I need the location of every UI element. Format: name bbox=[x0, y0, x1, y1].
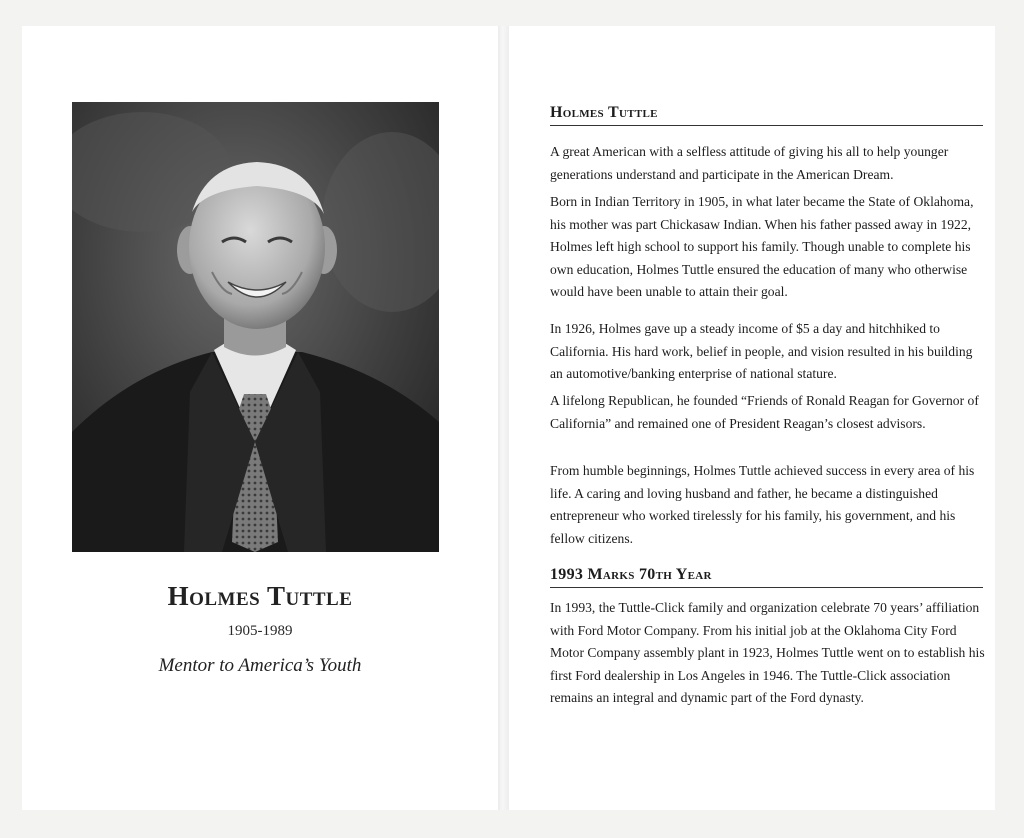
tagline: Mentor to America’s Youth bbox=[158, 655, 362, 676]
bio-paragraph: In 1926, Holmes gave up a steady income of $5 a day and hitchhiked to California. His hard work, belief in people, and vision resulted in his building an automotive/banking enterprise of national stature. bbox=[550, 321, 973, 381]
portrait-name: Holmes Tuttle bbox=[167, 581, 353, 611]
book-gutter bbox=[498, 26, 509, 810]
right-page bbox=[509, 26, 995, 810]
left-page bbox=[22, 26, 498, 810]
section-heading-anniversary: 1993 Marks 70th Year bbox=[550, 566, 983, 588]
portrait-photo bbox=[72, 102, 439, 552]
life-dates: 1905-1989 bbox=[227, 623, 293, 639]
section-heading-biography: Holmes Tuttle bbox=[550, 104, 983, 126]
bio-paragraph: A lifelong Republican, he founded “Friends of Ronald Reagan for Governor of California” and remained one of President Reagan’s closest advisors. bbox=[550, 393, 979, 431]
bio-paragraph: From humble beginnings, Holmes Tuttle achieved success in every area of his life. A caring and loving husband and father, he became a distinguished entrepreneur who worked tirelessly for his family, his government, and his fellow citizens. bbox=[550, 463, 975, 546]
bio-paragraph: A great American with a selfless attitude of giving his all to help younger generations understand and participate in the American Dream. bbox=[550, 144, 949, 182]
bio-paragraph: Born in Indian Territory in 1905, in what later became the State of Oklahoma, his mother was part Chickasaw Indian. When his father passed away in 1922, Holmes left high school to support his family. Though unable to complete his own education, Holmes Tuttle ensured the education of many who otherwise would have been unable to attain their goal. bbox=[550, 194, 974, 299]
anniversary-paragraph: In 1993, the Tuttle-Click family and organization celebrate 70 years’ affiliation with Ford Motor Company. From his initial job at the Oklahoma City Ford Motor Company assembly plant in 1923, Holmes Tuttle went on to establish his first Ford dealership in Los Angeles in 1946. The Tuttle-Click association remains an integral and dynamic part of the Ford dynasty. bbox=[550, 600, 985, 705]
